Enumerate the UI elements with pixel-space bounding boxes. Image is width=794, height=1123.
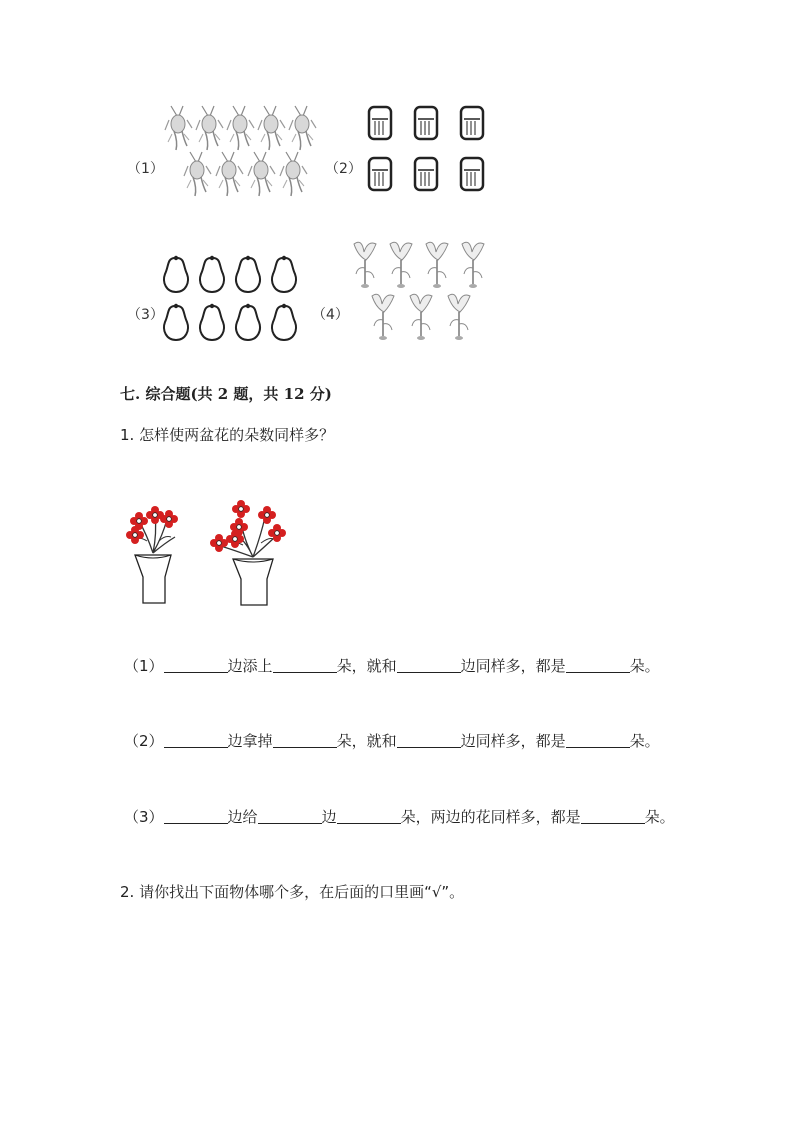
blank-2-2[interactable]	[273, 731, 337, 748]
blank-3-2[interactable]	[258, 807, 322, 824]
line-1-label: （1）	[124, 657, 164, 675]
blank-2-4[interactable]	[566, 731, 630, 748]
bag-group-image	[365, 103, 495, 198]
group-3-label: （3）	[127, 307, 164, 323]
line-2-text-1: 边拿掉	[227, 732, 273, 750]
line-3-text-2: 边	[321, 808, 337, 826]
line-1-text-3: 边同样多，都是	[460, 657, 566, 675]
group-2-label: （2）	[325, 161, 362, 177]
blank-1-1[interactable]	[164, 656, 228, 673]
line-3-text-1: 边给	[227, 808, 258, 826]
line-1-text-4: 朵。	[629, 657, 660, 675]
question-2-prompt: 2. 请你找出下面物体哪个多，在后面的口里画“√”。	[120, 883, 465, 901]
line-2-label: （2）	[124, 732, 164, 750]
line-3-label: （3）	[124, 808, 164, 826]
blank-1-3[interactable]	[397, 656, 461, 673]
question-1-prompt: 1. 怎样使两盆花的朵数同样多？	[120, 426, 335, 444]
group-1-label: （1）	[127, 161, 164, 177]
line-2-text-4: 朵。	[629, 732, 660, 750]
line-1-text-2: 朵，就和	[336, 657, 397, 675]
fill-line-2	[124, 730, 660, 751]
blank-2-3[interactable]	[397, 731, 461, 748]
line-3-text-4: 朵。	[644, 808, 675, 826]
blank-3-3[interactable]	[337, 807, 401, 824]
blank-2-1[interactable]	[164, 731, 228, 748]
section-title: 七. 综合题(共 2 题，共 12 分)	[120, 385, 332, 403]
gourd-group-image	[162, 254, 302, 346]
lily-group-image	[348, 236, 498, 344]
flower-pots-image	[125, 495, 295, 607]
blank-1-4[interactable]	[566, 656, 630, 673]
blank-1-2[interactable]	[273, 656, 337, 673]
line-2-text-2: 朵，就和	[336, 732, 397, 750]
shrimp-group-image	[160, 100, 325, 200]
line-1-text-1: 边添上	[227, 657, 273, 675]
group-4-label: （4）	[312, 307, 349, 323]
line-2-text-3: 边同样多，都是	[460, 732, 566, 750]
fill-line-3	[124, 806, 675, 827]
fill-line-1	[124, 655, 660, 676]
blank-3-4[interactable]	[581, 807, 645, 824]
line-3-text-3: 朵，两边的花同样多，都是	[400, 808, 581, 826]
blank-3-1[interactable]	[164, 807, 228, 824]
